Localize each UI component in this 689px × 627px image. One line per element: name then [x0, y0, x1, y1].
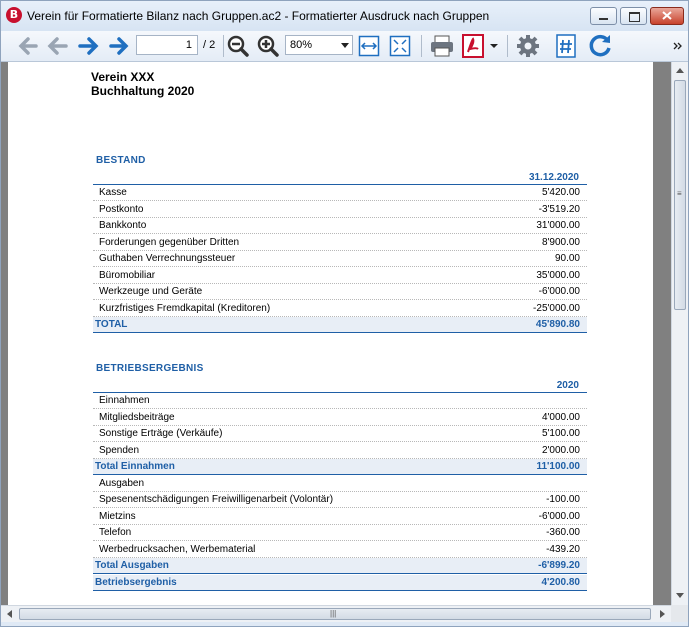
row-label: Ausgaben — [99, 478, 145, 489]
settings-icon — [516, 34, 540, 58]
fit-page-icon — [389, 35, 411, 57]
row-label: Guthaben Verrechnungssteuer — [99, 253, 236, 264]
row-value: 8'900.00 — [541, 237, 580, 248]
chevron-down-icon — [341, 43, 349, 48]
prev-page-button[interactable] — [45, 34, 69, 58]
table-row — [93, 301, 587, 317]
row-value: -3'519.20 — [538, 204, 580, 215]
fit-width-icon — [358, 35, 380, 57]
row-value: -6'000.00 — [538, 286, 580, 297]
window-title: Verein für Formatierte Bilanz nach Gruppen.ac2 - Formatierter Ausdruck nach Gruppen — [27, 9, 490, 23]
row-value: -100.00 — [546, 494, 580, 505]
grip-icon: ||| — [330, 609, 337, 618]
table-row — [93, 235, 587, 251]
row-label: Büromobiliar — [99, 270, 156, 281]
close-button[interactable] — [650, 7, 684, 25]
report-page — [8, 62, 653, 605]
row-value: 90.00 — [554, 253, 580, 264]
grip-icon: ≡ — [677, 189, 682, 198]
table-row — [93, 509, 587, 525]
column-header-year: 2020 — [556, 380, 579, 391]
maximize-icon — [629, 12, 640, 22]
maximize-button[interactable] — [620, 7, 647, 25]
page-numbering-button[interactable] — [553, 34, 579, 58]
minimize-icon — [599, 18, 608, 20]
horizontal-scroll-thumb[interactable] — [19, 608, 651, 620]
row-value: 45'890.80 — [535, 319, 580, 330]
close-icon — [650, 7, 684, 25]
row-value: 11'100.00 — [536, 461, 580, 472]
overflow-chevron-icon — [673, 41, 683, 51]
print-button[interactable] — [429, 34, 455, 58]
scroll-up-arrow-icon[interactable] — [676, 68, 684, 73]
row-label: Werbedrucksachen, Werbematerial — [99, 544, 256, 555]
zoom-out-button[interactable] — [226, 34, 250, 58]
row-label: Betriebsergebnis — [95, 577, 177, 588]
vertical-scroll-thumb[interactable] — [674, 80, 686, 310]
row-label: Einnahmen — [99, 395, 150, 406]
row-value: -6'899.20 — [538, 560, 580, 571]
fit-page-button[interactable] — [388, 34, 412, 58]
pdf-options-dropdown[interactable] — [488, 34, 500, 58]
row-value: -25'000.00 — [533, 303, 580, 314]
row-value: 4'000.00 — [541, 412, 580, 423]
toolbar-separator — [223, 35, 224, 57]
zoom-out-icon — [226, 34, 250, 58]
next-page-button[interactable] — [77, 34, 101, 58]
row-label: Spesenentschädigungen Freiwilligenarbeit (Volontär) — [99, 494, 334, 505]
section-title-betriebsergebnis: BETRIEBSERGEBNIS — [96, 363, 204, 374]
column-header-date: 31.12.2020 — [528, 172, 579, 183]
table-row — [93, 525, 587, 541]
group-header-row — [93, 476, 587, 492]
subtotal-row — [93, 459, 587, 475]
row-label: Kasse — [99, 187, 127, 198]
row-label: Mietzins — [99, 511, 136, 522]
row-label: Bankkonto — [99, 220, 147, 231]
row-label: Telefon — [99, 527, 132, 538]
refresh-icon — [587, 33, 613, 59]
zoom-select[interactable]: 80% — [285, 35, 353, 55]
row-value: 31'000.00 — [536, 220, 580, 231]
prev-page-icon — [46, 36, 68, 56]
row-label: Forderungen gegenüber Dritten — [99, 237, 240, 248]
subtotal-row — [93, 558, 587, 574]
zoom-in-icon — [256, 34, 280, 58]
row-label: Kurzfristiges Fremdkapital (Kreditoren) — [99, 303, 271, 314]
settings-button[interactable] — [515, 34, 541, 58]
row-value: 4'200.80 — [541, 577, 580, 588]
refresh-button[interactable] — [586, 34, 614, 58]
last-page-button[interactable] — [108, 34, 132, 58]
print-icon — [429, 34, 455, 58]
report-org: Verein XXX — [91, 70, 155, 84]
pdf-icon — [461, 34, 485, 58]
title-bar[interactable] — [1, 1, 688, 31]
table-row — [93, 284, 587, 300]
row-value: -439.20 — [546, 544, 580, 555]
toolbar-separator — [421, 35, 422, 57]
page-number-icon — [555, 34, 577, 58]
minimize-button[interactable] — [590, 7, 617, 25]
section-title-bestand: BESTAND — [96, 155, 146, 166]
next-page-icon — [78, 36, 100, 56]
scrollbar-corner — [671, 605, 688, 622]
print-preview-area — [1, 62, 671, 605]
total-row — [93, 317, 587, 333]
row-label: Spenden — [99, 445, 140, 456]
row-value: 2'000.00 — [541, 445, 580, 456]
zoom-in-button[interactable] — [256, 34, 280, 58]
group-header-row — [93, 393, 587, 409]
row-value: 5'100.00 — [541, 428, 580, 439]
row-label: Postkonto — [99, 204, 144, 215]
fit-width-button[interactable] — [357, 34, 381, 58]
vertical-scrollbar[interactable] — [671, 62, 688, 605]
table-row — [93, 492, 587, 508]
table-row — [93, 202, 587, 218]
table-row — [93, 251, 587, 267]
scroll-down-arrow-icon[interactable] — [676, 593, 684, 598]
table-row — [93, 185, 587, 201]
row-label: Mitgliedsbeiträge — [99, 412, 175, 423]
table-row — [93, 426, 587, 442]
row-value: 35'000.00 — [536, 270, 580, 281]
toolbar-overflow-button[interactable] — [671, 34, 685, 58]
app-logo-icon: B — [6, 7, 22, 23]
row-label: Werkzeuge und Geräte — [99, 286, 203, 297]
first-page-button[interactable] — [15, 34, 39, 58]
page-total-label: / 2 — [203, 39, 216, 51]
scroll-right-arrow-icon[interactable] — [660, 610, 665, 618]
row-value: -360.00 — [546, 527, 580, 538]
row-label: Total Ausgaben — [95, 560, 169, 571]
row-value: 5'420.00 — [541, 187, 580, 198]
table-row — [93, 443, 587, 459]
first-page-icon — [16, 36, 38, 56]
row-label: TOTAL — [95, 319, 128, 330]
page-number-input[interactable]: 1 — [136, 35, 198, 55]
pdf-export-button[interactable] — [460, 34, 486, 58]
last-page-icon — [109, 36, 131, 56]
chevron-down-icon — [489, 41, 499, 51]
report-subtitle: Buchhaltung 2020 — [91, 84, 195, 98]
table-row — [93, 268, 587, 284]
toolbar-separator — [507, 35, 508, 57]
table-row — [93, 542, 587, 558]
table-row — [93, 410, 587, 426]
scroll-left-arrow-icon[interactable] — [7, 610, 12, 618]
horizontal-scrollbar[interactable] — [1, 605, 671, 622]
table-row — [93, 218, 587, 234]
row-label: Total Einnahmen — [95, 461, 175, 472]
result-row — [93, 575, 587, 591]
row-value: -6'000.00 — [538, 511, 580, 522]
row-label: Sonstige Erträge (Verkäufe) — [99, 428, 223, 439]
